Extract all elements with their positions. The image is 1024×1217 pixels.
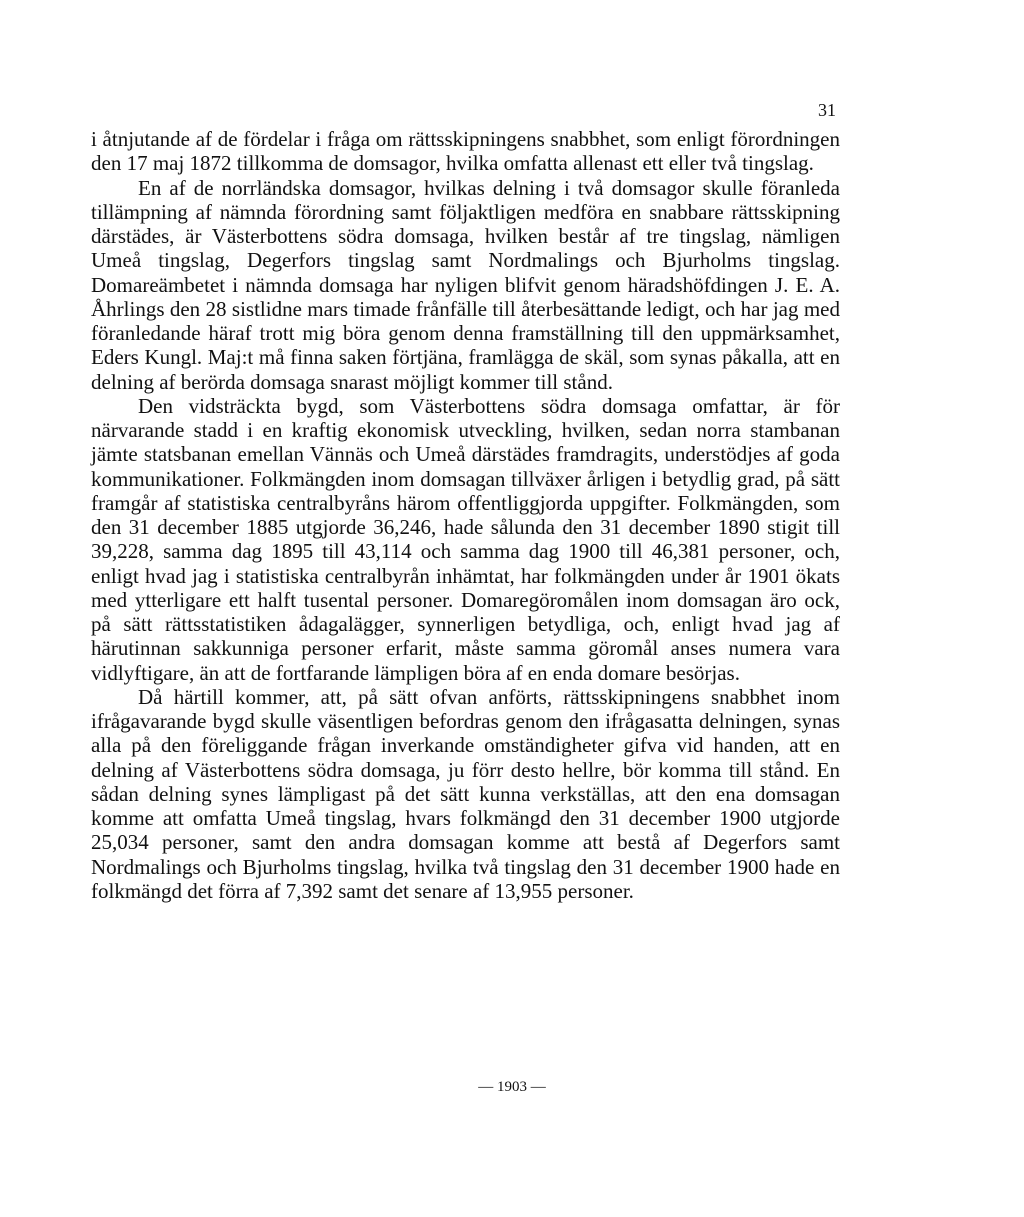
paragraph-3: Den vidsträckta bygd, som Västerbottens södra domsaga omfattar, är för närvarande stadd i en kraftig ekonomisk utveckling, hvilken, sedan norra stambanan jämte statsbanan emellan Vännäs och Umeå därstädes framdragits, understödjes af goda kommunikationer. Folkmängden inom domsagan tillväxer årligen i betydlig grad, på sätt framgår af statistiska centralbyråns härom offentliggjorda uppgifter. Folkmängden, som den 31 december 1885 utgjorde 36,246, hade sålunda den 31 december 1890 stigit till 39,228, samma dag 1895 till 43,114 och samma dag 1900 till 46,381 personer, och, enligt hvad jag i statistiska centralbyrån inhämtat, har folkmängden under år 1901 ökats med ytterligare ett halft tusental personer. Domaregöromålen inom domsagan äro ock, på sätt rättsstatistiken ådagalägger, synnerligen betydliga, och, enligt hvad jag af härutinnan sakkunniga personer erfarit, måste samma göromål anses numera vara vidlyftigare, än att de fortfarande lämpligen böra af en enda domare besörjas.	[91, 393, 840, 685]
signature-mark	[0, 1079, 1024, 1096]
body-text	[91, 127, 840, 903]
paragraph-2: En af de norrländska domsagor, hvilkas delning i två domsagor skulle föranleda tillämpning af nämnda förordning samt följaktligen medföra en snabbare rättsskipning därstädes, är Västerbottens södra domsaga, hvilken består af tre tingslag, nämligen Umeå tingslag, Degerfors tingslag samt Nordmalings och Bjurholms tingslag. Domareämbetet i nämnda domsaga har nyligen blifvit genom häradshöfdingen J. E. A. Åhrlings den 28 sistlidne mars timade frånfälle till återbesättande ledigt, och har jag med föranledande häraf trott mig böra genom denna framställning till den uppmärksamhet, Eders Kungl. Maj:t må finna saken förtjäna, framlägga de skäl, som synas påkalla, att en delning af berörda domsaga snarast möjligt kommer till stånd.	[91, 175, 840, 394]
page-number: 31	[818, 100, 836, 120]
paragraph-1: i åtnjutande af de fördelar i fråga om rättsskipningens snabbhet, som enligt förordningen den 17 maj 1872 tillkomma de domsagor, hvilka omfatta allenast ett eller två tingslag.	[91, 127, 840, 176]
footer-text: — 1903 —	[478, 1079, 546, 1095]
paragraph-4: Då härtill kommer, att, på sätt ofvan anförts, rättsskipningens snabbhet inom ifrågavarande bygd skulle väsentligen befordras genom den ifrågasatta delningen, synas alla på den föreliggande frågan inverkande omständigheter gifva vid handen, att en delning af Västerbottens södra domsaga, ju förr desto hellre, bör komma till stånd. En sådan delning synes lämpligast på det sätt kunna verkställas, att den ena domsagan komme att omfatta Umeå tingslag, hvars folkmängd den 31 december 1900 utgjorde 25,034 personer, samt den andra domsagan komme att bestå af Degerfors samt Nordmalings och Bjurholms tingslag, hvilka två tingslag den 31 december 1900 hade en folkmängd det förra af 7,392 samt det senare af 13,955 personer.	[91, 684, 840, 903]
